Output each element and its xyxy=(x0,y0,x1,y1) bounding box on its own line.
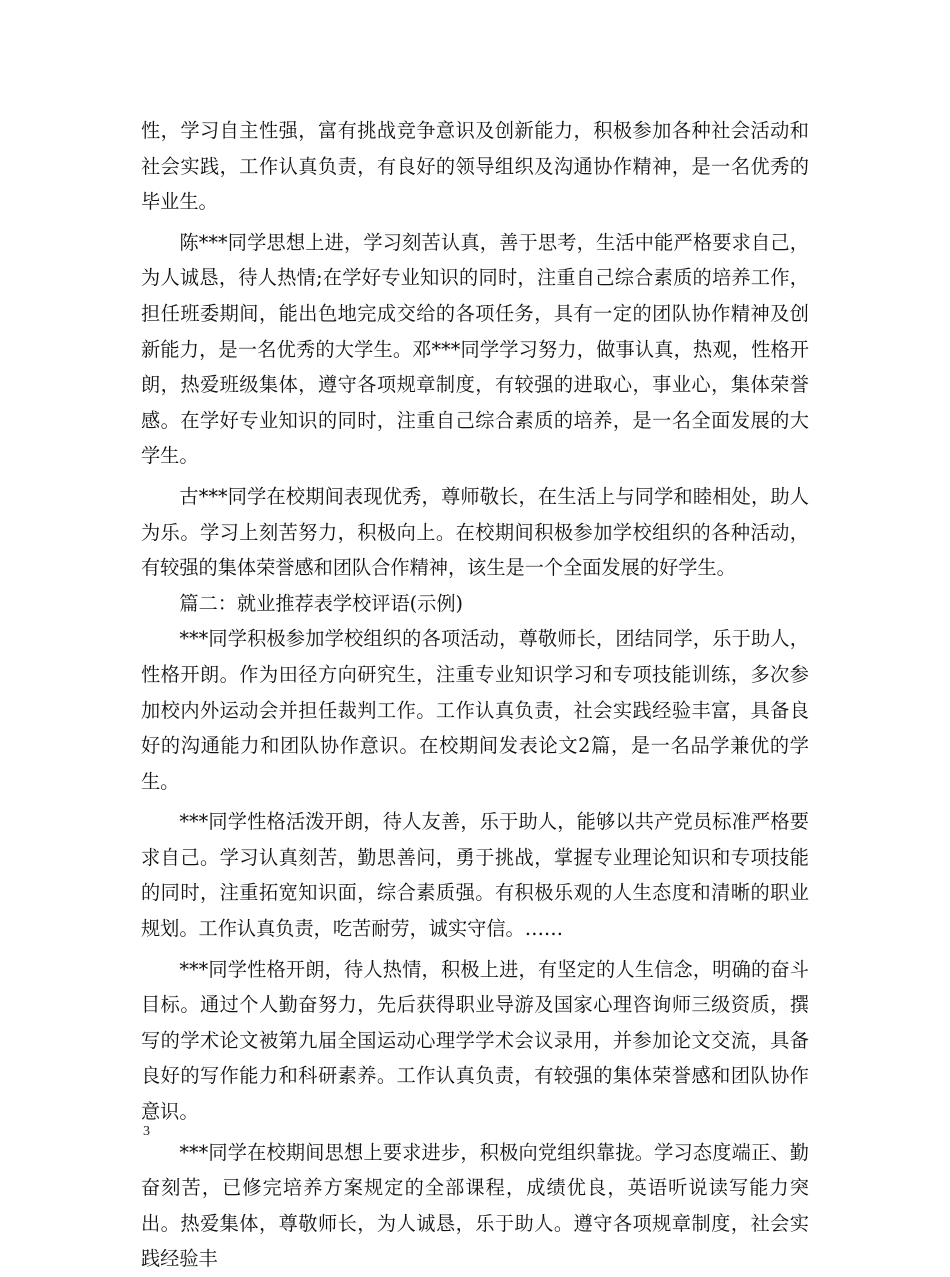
paragraph-2: 陈***同学思想上进，学习刻苦认真，善于思考，生活中能严格要求自己，为人诚恳，待人热情;在学好专业知识的同时，注重自己综合素质的培养工作，担任班委期间，能出色地完成交给的各项任务，具有一定的团队协作精神及创新能力，是一名优秀的大学生。邓***同学学习努力，做事认真，热观，性格开朗，热爱班级集体，遵守各项规章制度，有较强的进取心，事业心，集体荣誉感。在学好专业知识的同时，注重自己综合素质的培养，是一名全面发展的大学生。 xyxy=(141,230,809,468)
paragraph-7: ***同学在校期间思想上要求进步，积极向党组织靠拢。学习态度端正、勤奋刻苦，已修完培养方案规定的全部课程，成绩优良，英语听说读写能力突出。热爱集体，尊敬师长，为人诚恳，乐于助人。遵守各项规章制度，社会实践经验丰 xyxy=(141,1140,809,1271)
paragraph-5: ***同学性格活泼开朗，待人友善，乐于助人，能够以共产党员标准严格要求自己。学习认真刻苦，勤思善问，勇于挑战，掌握专业理论知识和专项技能的同时，注重拓宽知识面，综合素质强。有积极乐观的人生态度和清晰的职业规划。工作认真负责，吃苦耐劳，诚实守信。…… xyxy=(141,810,809,941)
document-body xyxy=(141,113,809,1277)
paragraph-3: 古***同学在校期间表现优秀，尊师敬长，在生活上与同学和睦相处，助人为乐。学习上刻苦努力，积极向上。在校期间积极参加学校组织的各种活动，有较强的集体荣誉感和团队合作精神，该生是一个全面发展的好学生。 xyxy=(141,484,809,580)
section-heading: 篇二：就业推荐表学校评语(示例) xyxy=(179,591,463,615)
page-number: 3 xyxy=(143,1124,150,1139)
paragraph-1: 性，学习自主性强，富有挑战竞争意识及创新能力，积极参加各种社会活动和社会实践，工作认真负责，有良好的领导组织及沟通协作精神，是一名优秀的毕业生。 xyxy=(141,119,809,214)
paragraph-6: ***同学性格开朗，待人热情，积极上进，有坚定的人生信念，明确的奋斗目标。通过个人勤奋努力，先后获得职业导游及国家心理咨询师三级资质，撰写的学术论文被第九届全国运动心理学学术会议录用，并参加论文交流，具备良好的写作能力和科研素养。工作认真负责，有较强的集体荣誉感和团队协作意识。 xyxy=(141,957,809,1124)
paragraph-4: ***同学积极参加学校组织的各项活动，尊敬师长，团结同学，乐于助人，性格开朗。作为田径方向研究生，注重专业知识学习和专项技能训练，多次参加校内外运动会并担任裁判工作。工作认真负责，社会实践经验丰富，具备良好的沟通能力和团队协作意识。在校期间发表论文2篇，是一名品学兼优的学生。 xyxy=(141,627,809,793)
